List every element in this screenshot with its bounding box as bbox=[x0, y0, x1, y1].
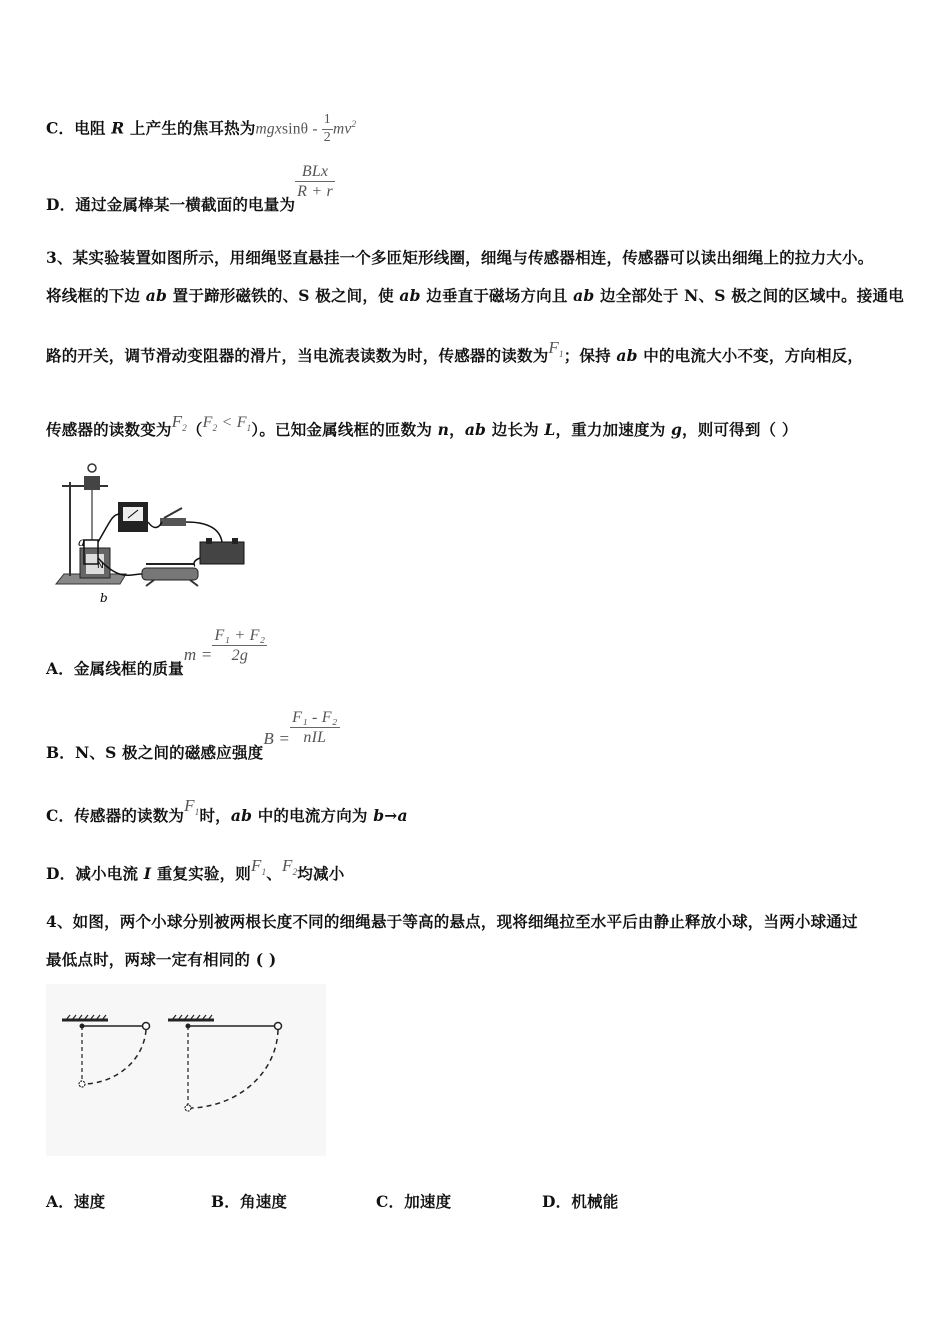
option-text: D．减小电流 bbox=[46, 864, 144, 883]
variable: L bbox=[544, 420, 556, 439]
text: 中的电流大小不变，方向相反， bbox=[637, 346, 864, 365]
text: 传感器的读数变为 bbox=[46, 420, 172, 439]
option-4c: C．加速度 bbox=[376, 1192, 452, 1211]
fraction-numerator: F₁ - F₂ bbox=[290, 708, 339, 728]
variable: F bbox=[251, 856, 262, 875]
variable: R bbox=[111, 118, 125, 138]
svg-text:N: N bbox=[97, 561, 104, 571]
option-text: 上产生的焦耳热为 bbox=[124, 118, 256, 138]
text: 置于蹄形磁铁的、S 极之间，使 bbox=[167, 286, 400, 305]
variable: ab bbox=[616, 346, 638, 365]
variable: F bbox=[171, 412, 183, 431]
pendulum-figure bbox=[46, 984, 326, 1156]
option-2d bbox=[46, 160, 335, 214]
formula-part: m = bbox=[183, 644, 213, 664]
text: 将线框的下边 bbox=[46, 286, 146, 305]
fraction bbox=[295, 162, 335, 201]
option-3b bbox=[46, 708, 340, 762]
option-text: A．金属线框的质量 bbox=[46, 658, 184, 678]
option-4b: B．角速度 bbox=[211, 1192, 288, 1211]
variable: F bbox=[184, 796, 195, 815]
option-text: C．传感器的读数为 bbox=[46, 806, 185, 825]
formula-part: sinθ - bbox=[281, 120, 322, 138]
option-2c bbox=[46, 112, 356, 147]
option-text: 重复实验，则 bbox=[151, 864, 251, 883]
subscript: 1 bbox=[194, 807, 200, 818]
text: （ bbox=[186, 420, 203, 439]
text: ，重力加速度为 bbox=[555, 420, 671, 439]
q4-line-2: 最低点时，两球一定有相同的 ( ) bbox=[46, 950, 277, 969]
option-3c bbox=[46, 796, 408, 827]
text: 边全部处于 N、S 极之间的区域中。接通电 bbox=[594, 286, 904, 305]
variable: F bbox=[282, 856, 293, 875]
option-4d: D．机械能 bbox=[542, 1192, 619, 1211]
variable: F bbox=[202, 414, 213, 431]
fraction bbox=[322, 112, 333, 147]
fraction-denominator: 2 bbox=[323, 129, 331, 145]
subscript: 1 bbox=[559, 349, 564, 360]
fraction bbox=[290, 708, 339, 747]
variable: ab bbox=[573, 286, 595, 305]
formula-part: < F bbox=[217, 414, 247, 431]
variable: F bbox=[548, 338, 559, 357]
fraction-denominator: nIL bbox=[303, 729, 327, 747]
subscript: 1 bbox=[246, 423, 252, 434]
label-a: a bbox=[78, 535, 86, 549]
text: ， bbox=[449, 420, 465, 439]
option-4a: A．速度 bbox=[46, 1192, 106, 1211]
fraction-denominator: 2g bbox=[231, 647, 249, 665]
text: ；保持 bbox=[563, 346, 617, 365]
fraction-numerator: BLx bbox=[295, 162, 335, 182]
option-text: D．通过金属棒某一横截面的电量为 bbox=[46, 194, 296, 214]
fraction bbox=[212, 626, 267, 665]
variable: n bbox=[437, 420, 450, 439]
q3-line-2 bbox=[46, 284, 904, 306]
q3-line-4 bbox=[46, 412, 798, 441]
formula-part: mv bbox=[333, 120, 352, 138]
q4-options bbox=[46, 1190, 746, 1214]
text: 路的开关，调节滑动变阻器的滑片，当电流表读数为时，传感器的读数为 bbox=[46, 346, 549, 365]
variable: ab bbox=[399, 286, 421, 305]
option-3d bbox=[46, 856, 345, 885]
current-direction: b→a bbox=[373, 806, 408, 825]
q4-line-1: 4、如图，两个小球分别被两根长度不同的细绳悬于等高的悬点，现将细绳拉至水平后由静止释放小球，当两小球通过 bbox=[46, 912, 858, 931]
subscript: 2 bbox=[182, 423, 187, 434]
text: ，则可得到（ ） bbox=[682, 420, 798, 439]
option-text: 均减小 bbox=[297, 864, 345, 883]
text: 边长为 bbox=[486, 420, 545, 439]
superscript: 2 bbox=[351, 119, 357, 130]
option-text: C．电阻 bbox=[46, 118, 112, 138]
formula-part: mgx bbox=[255, 120, 282, 138]
option-3a bbox=[46, 626, 267, 678]
q3-line-3 bbox=[46, 338, 864, 367]
subscript: 1 bbox=[261, 867, 267, 878]
variable: I bbox=[143, 864, 152, 883]
label-b: b bbox=[100, 591, 108, 602]
variable: ab bbox=[230, 806, 253, 825]
option-text: B．N、S 极之间的磁感应强度 bbox=[46, 742, 264, 762]
fraction-numerator: F₁ + F₂ bbox=[212, 626, 267, 646]
text: 边垂直于磁场方向且 bbox=[420, 286, 574, 305]
fraction-numerator: 1 bbox=[322, 112, 333, 130]
option-text: 时， bbox=[199, 806, 231, 825]
q3-line-1: 3、某实验装置如图所示，用细绳竖直悬挂一个多匝矩形线圈，细绳与传感器相连，传感器可以读出细绳上的拉力大小。 bbox=[46, 248, 874, 267]
apparatus-figure bbox=[50, 462, 255, 602]
variable: g bbox=[671, 420, 683, 439]
variable: ab bbox=[464, 420, 487, 439]
option-text: 中的电流方向为 bbox=[252, 806, 374, 825]
text: ）。已知金属线框的匝数为 bbox=[251, 420, 438, 439]
fraction-denominator: R + r bbox=[297, 183, 333, 201]
formula-part: B = bbox=[263, 728, 291, 748]
subscript: 2 bbox=[212, 423, 218, 434]
subscript: 2 bbox=[292, 867, 298, 878]
option-text: 、 bbox=[266, 864, 282, 883]
variable: ab bbox=[145, 286, 168, 305]
